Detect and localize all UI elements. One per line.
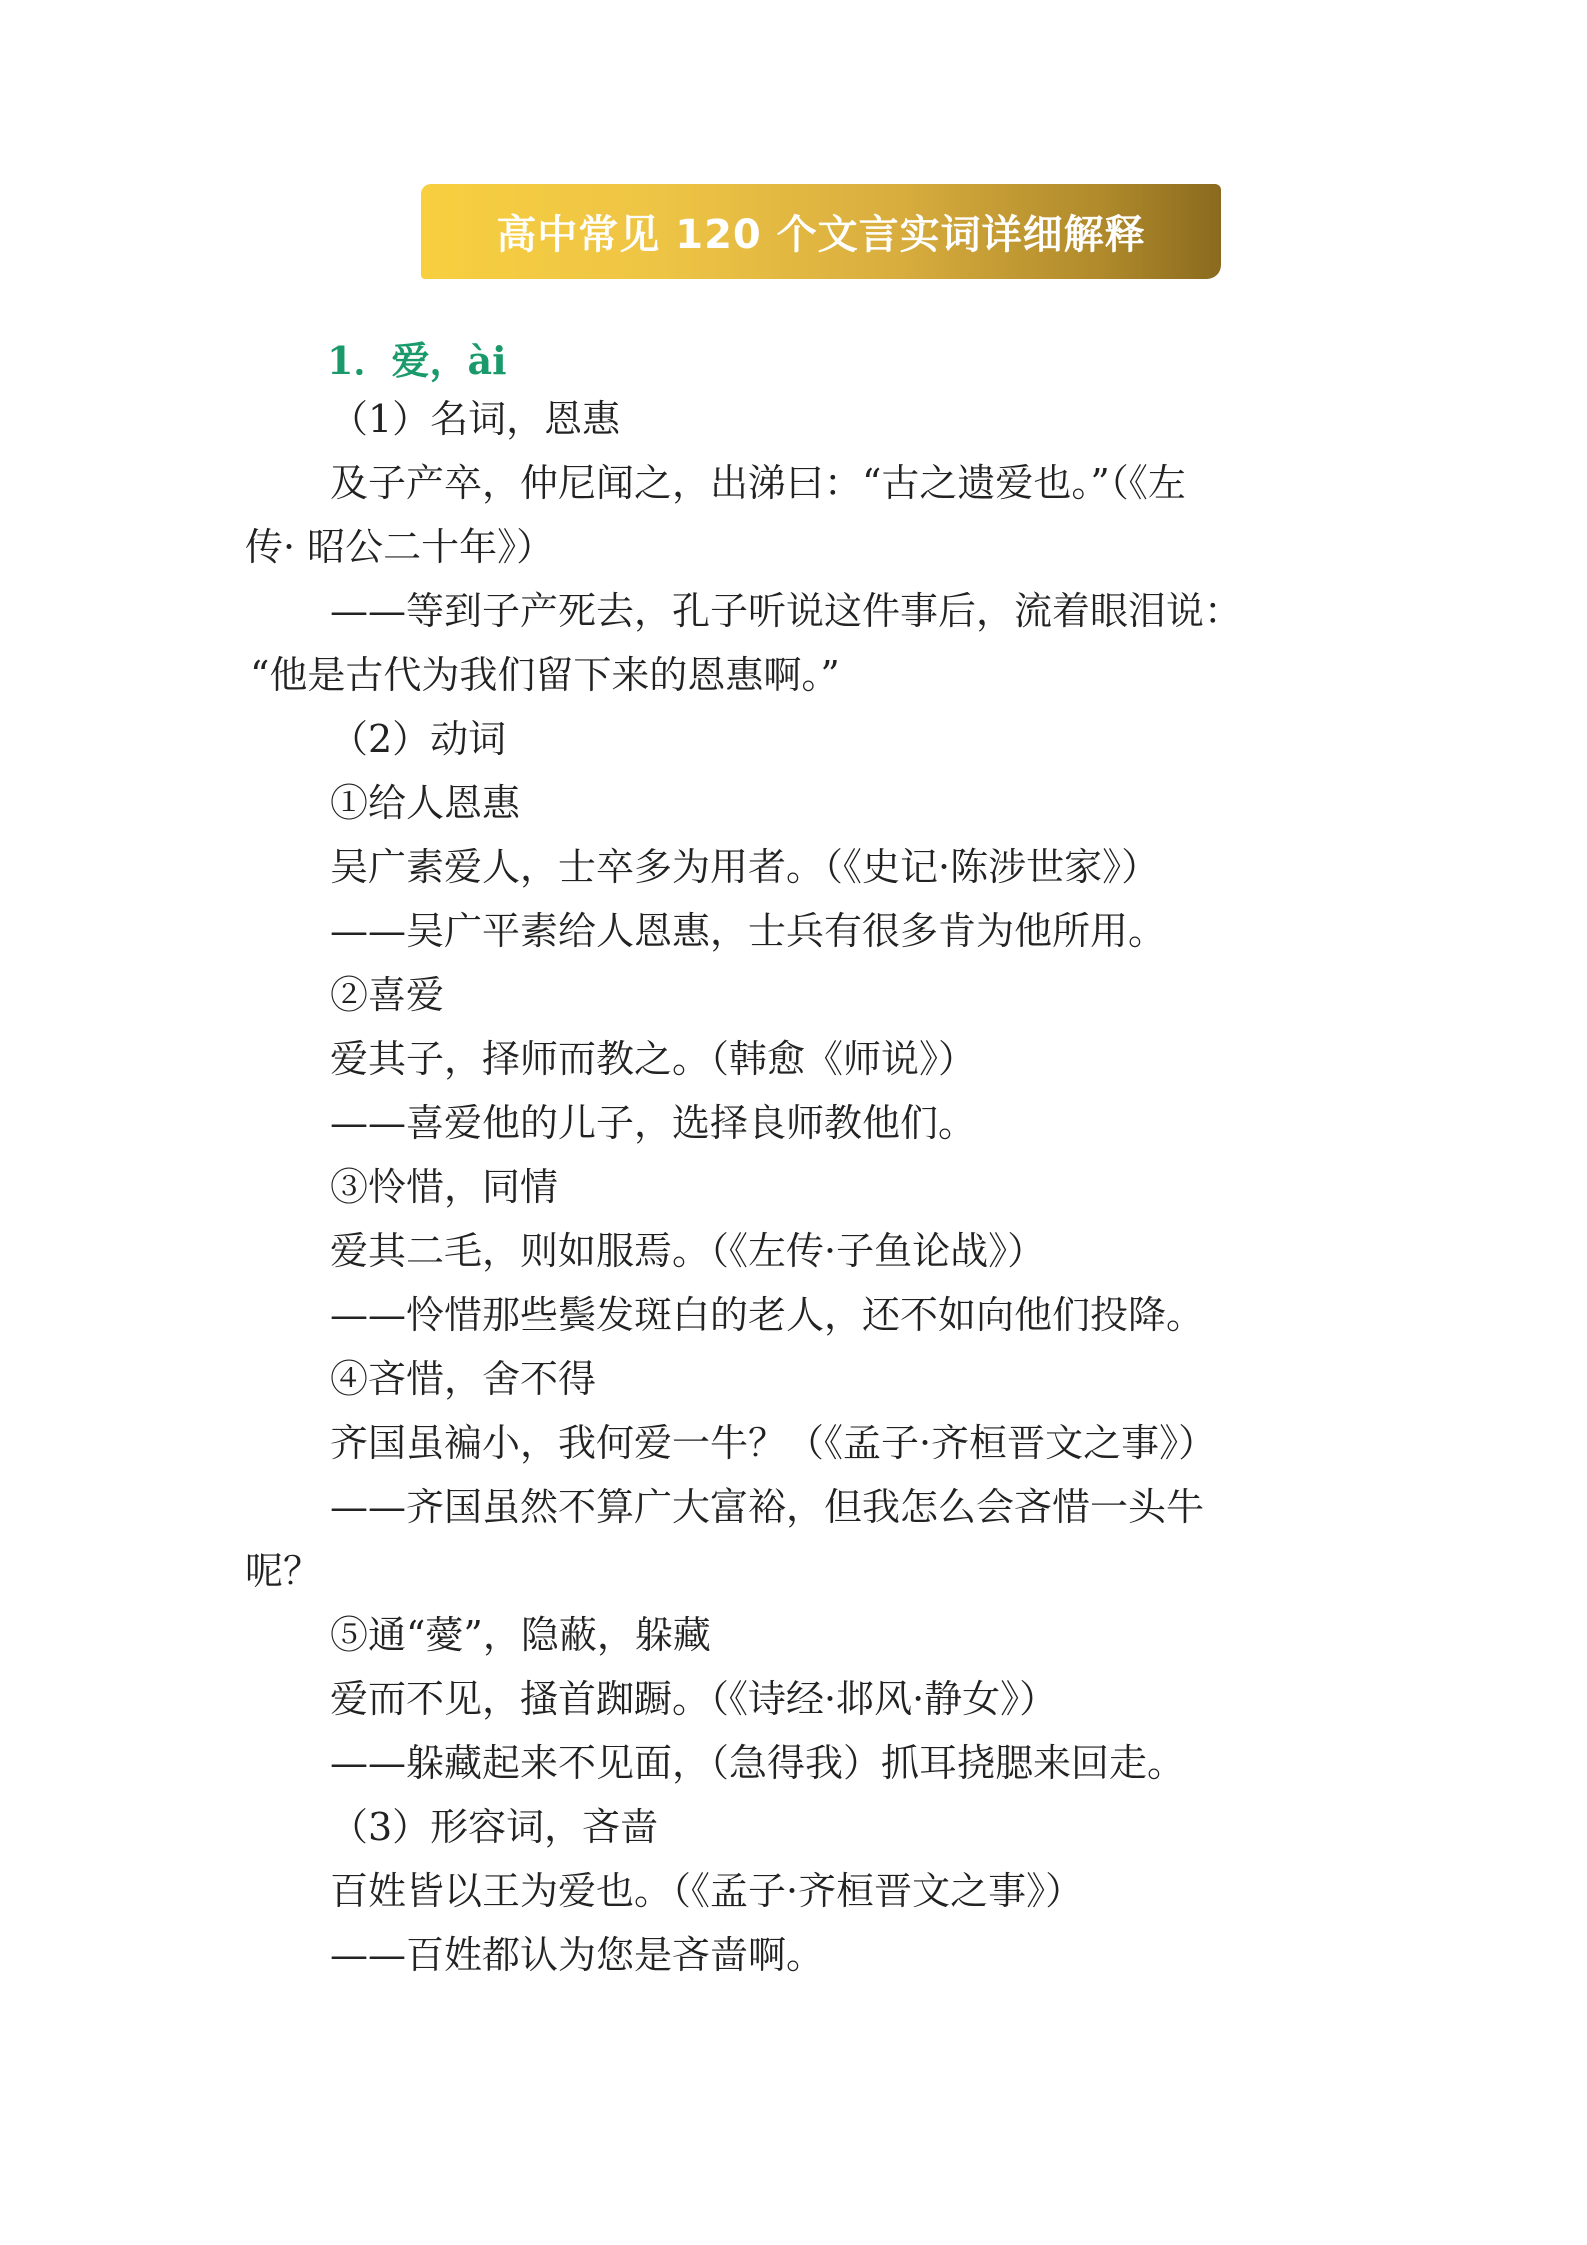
- text-line: ——喜爱他的儿子，选择良师教他们。: [330, 1101, 977, 1145]
- text-line: （2）动词: [330, 717, 507, 761]
- text-line: 呢？: [245, 1549, 322, 1593]
- text-line: ——怜惜那些鬓发斑白的老人，还不如向他们投降。: [330, 1293, 1205, 1337]
- text-line: ——吴广平素给人恩惠，士兵有很多肯为他所用。: [330, 909, 1167, 953]
- text-line: 吴广素爱人，士卒多为用者。（《史记·陈涉世家》）: [330, 845, 1160, 889]
- text-line: ——百姓都认为您是吝啬啊。: [330, 1933, 825, 1977]
- page-title: 高中常见 120 个文言实词详细解释: [496, 212, 1146, 258]
- text-line: （1）名词，恩惠: [330, 397, 621, 441]
- text-line: ③怜惜，同情: [330, 1165, 559, 1209]
- text-line: 齐国虽褊小，我何爱一牛？（《孟子·齐桓晋文之事》）: [330, 1421, 1217, 1465]
- text-line: ④吝惜，舍不得: [330, 1357, 597, 1401]
- text-line: ②喜爱: [330, 973, 445, 1017]
- text-line: 及子产卒，仲尼闻之，出涕曰：“古之遗爱也。”（《左: [330, 461, 1186, 505]
- text-line: 爱而不见，搔首踟蹰。（《诗经·邶风·静女》）: [330, 1677, 1058, 1721]
- text-line: 传· 昭公二十年》）: [245, 525, 555, 569]
- text-line: （3）形容词，吝啬: [330, 1805, 659, 1849]
- text-line: 爱其二毛，则如服焉。（《左传·子鱼论战》）: [330, 1229, 1046, 1273]
- text-line: “他是古代为我们留下来的恩惠啊。”: [250, 653, 840, 697]
- text-line: ——齐国虽然不算广大富裕，但我怎么会吝惜一头牛: [330, 1485, 1205, 1529]
- title-banner: [421, 184, 1221, 279]
- text-line: 百姓皆以王为爱也。（《孟子·齐桓晋文之事》）: [330, 1869, 1084, 1913]
- text-line: ⑤通“薆”，隐蔽，躲藏: [330, 1613, 711, 1657]
- text-line: ①给人恩惠: [330, 781, 521, 825]
- entry-heading: 1．爱，ài: [327, 338, 507, 383]
- text-line: ——等到子产死去，孔子听说这件事后，流着眼泪说：: [330, 589, 1243, 633]
- text-line: 爱其子，择师而教之。（韩愈《师说》）: [330, 1037, 977, 1081]
- text-line: ——躲藏起来不见面，（急得我）抓耳挠腮来回走。: [330, 1741, 1186, 1785]
